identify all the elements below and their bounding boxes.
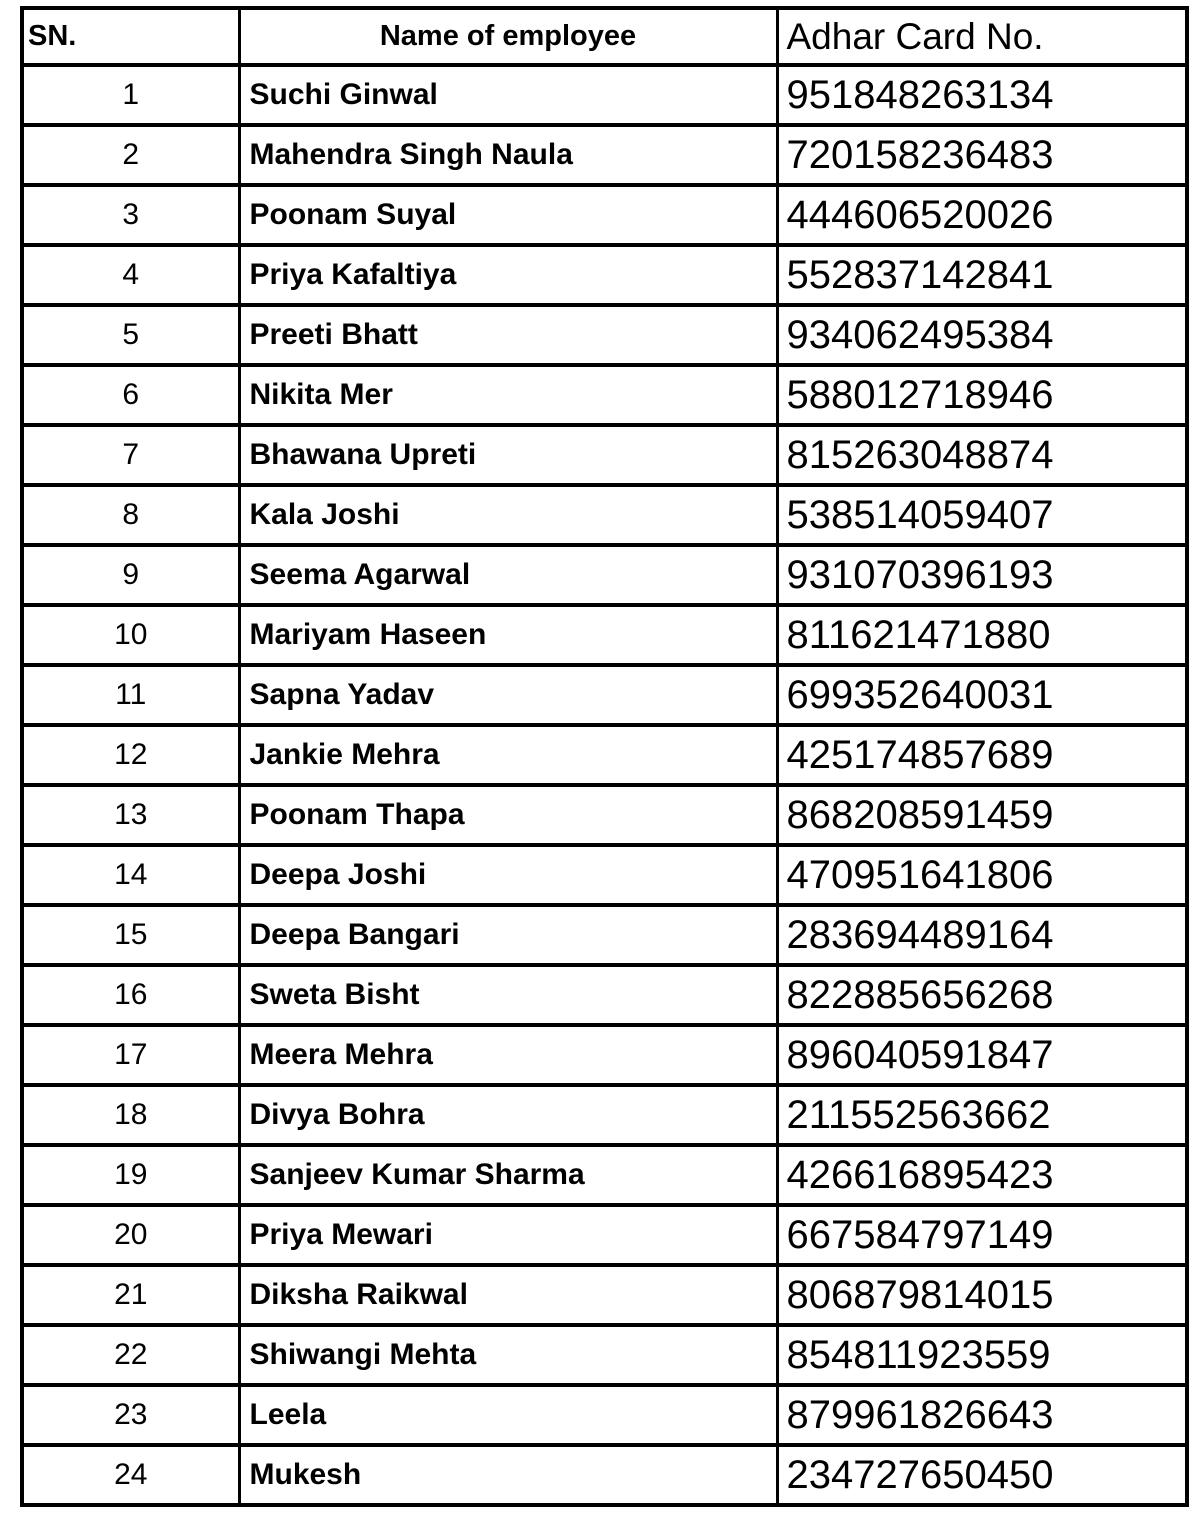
name-cell: Meera Mehra <box>239 1025 777 1085</box>
name-cell: Jankie Mehra <box>239 725 777 785</box>
name-cell: Kala Joshi <box>239 485 777 545</box>
adhar-cell: 934062495384 <box>777 305 1187 365</box>
sn-cell: 20 <box>22 1205 239 1265</box>
column-header-sn: SN. <box>22 8 239 65</box>
adhar-cell: 854811923559 <box>777 1325 1187 1385</box>
table-row <box>22 125 1187 185</box>
name-cell: Divya Bohra <box>239 1085 777 1145</box>
table-header <box>22 8 1187 65</box>
name-cell: Mahendra Singh Naula <box>239 125 777 185</box>
sn-cell: 4 <box>22 245 239 305</box>
adhar-cell: 811621471880 <box>777 605 1187 665</box>
sn-cell: 10 <box>22 605 239 665</box>
table-row <box>22 725 1187 785</box>
sn-cell: 17 <box>22 1025 239 1085</box>
table-row <box>22 1145 1187 1205</box>
table-row <box>22 305 1187 365</box>
adhar-cell: 234727650450 <box>777 1445 1187 1505</box>
sn-cell: 22 <box>22 1325 239 1385</box>
sn-cell: 7 <box>22 425 239 485</box>
table-row <box>22 785 1187 845</box>
name-cell: Leela <box>239 1385 777 1445</box>
adhar-cell: 879961826643 <box>777 1385 1187 1445</box>
sn-cell: 8 <box>22 485 239 545</box>
name-cell: Mariyam Haseen <box>239 605 777 665</box>
sn-cell: 24 <box>22 1445 239 1505</box>
name-cell: Sapna Yadav <box>239 665 777 725</box>
adhar-cell: 444606520026 <box>777 185 1187 245</box>
sn-cell: 14 <box>22 845 239 905</box>
header-row <box>22 8 1187 65</box>
sn-cell: 9 <box>22 545 239 605</box>
table-row <box>22 1205 1187 1265</box>
name-cell: Poonam Suyal <box>239 185 777 245</box>
name-cell: Seema Agarwal <box>239 545 777 605</box>
adhar-cell: 806879814015 <box>777 1265 1187 1325</box>
name-cell: Diksha Raikwal <box>239 1265 777 1325</box>
sn-cell: 6 <box>22 365 239 425</box>
adhar-cell: 822885656268 <box>777 965 1187 1025</box>
adhar-cell: 931070396193 <box>777 545 1187 605</box>
name-cell: Sanjeev Kumar Sharma <box>239 1145 777 1205</box>
name-cell: Preeti Bhatt <box>239 305 777 365</box>
adhar-cell: 552837142841 <box>777 245 1187 305</box>
table-row <box>22 545 1187 605</box>
table-row <box>22 845 1187 905</box>
sn-cell: 2 <box>22 125 239 185</box>
sn-cell: 12 <box>22 725 239 785</box>
adhar-cell: 667584797149 <box>777 1205 1187 1265</box>
name-cell: Deepa Joshi <box>239 845 777 905</box>
table-body <box>22 65 1187 1505</box>
sn-cell: 15 <box>22 905 239 965</box>
column-header-name: Name of employee <box>239 8 777 65</box>
sn-cell: 13 <box>22 785 239 845</box>
table-row <box>22 905 1187 965</box>
sn-cell: 23 <box>22 1385 239 1445</box>
name-cell: Priya Kafaltiya <box>239 245 777 305</box>
table-row <box>22 1325 1187 1385</box>
employee-adhar-table <box>20 6 1189 1507</box>
adhar-cell: 815263048874 <box>777 425 1187 485</box>
table-row <box>22 1445 1187 1505</box>
name-cell: Nikita Mer <box>239 365 777 425</box>
name-cell: Priya Mewari <box>239 1205 777 1265</box>
table-row <box>22 245 1187 305</box>
adhar-cell: 951848263134 <box>777 65 1187 125</box>
name-cell: Sweta Bisht <box>239 965 777 1025</box>
sn-cell: 19 <box>22 1145 239 1205</box>
adhar-cell: 588012718946 <box>777 365 1187 425</box>
adhar-cell: 211552563662 <box>777 1085 1187 1145</box>
table-row <box>22 1025 1187 1085</box>
sn-cell: 3 <box>22 185 239 245</box>
adhar-cell: 283694489164 <box>777 905 1187 965</box>
table-row <box>22 185 1187 245</box>
adhar-cell: 868208591459 <box>777 785 1187 845</box>
table-row <box>22 965 1187 1025</box>
adhar-cell: 470951641806 <box>777 845 1187 905</box>
table-row <box>22 425 1187 485</box>
adhar-cell: 699352640031 <box>777 665 1187 725</box>
adhar-cell: 538514059407 <box>777 485 1187 545</box>
adhar-cell: 425174857689 <box>777 725 1187 785</box>
sn-cell: 1 <box>22 65 239 125</box>
name-cell: Poonam Thapa <box>239 785 777 845</box>
table-row <box>22 365 1187 425</box>
sn-cell: 16 <box>22 965 239 1025</box>
table-row <box>22 485 1187 545</box>
adhar-cell: 720158236483 <box>777 125 1187 185</box>
name-cell: Shiwangi Mehta <box>239 1325 777 1385</box>
sn-cell: 5 <box>22 305 239 365</box>
name-cell: Suchi Ginwal <box>239 65 777 125</box>
table-row <box>22 665 1187 725</box>
adhar-cell: 426616895423 <box>777 1145 1187 1205</box>
name-cell: Deepa Bangari <box>239 905 777 965</box>
name-cell: Bhawana Upreti <box>239 425 777 485</box>
table-row <box>22 1385 1187 1445</box>
table-row <box>22 605 1187 665</box>
sn-cell: 18 <box>22 1085 239 1145</box>
table-row <box>22 65 1187 125</box>
table-row <box>22 1085 1187 1145</box>
column-header-adhar: Adhar Card No. <box>777 8 1187 65</box>
sn-cell: 11 <box>22 665 239 725</box>
sn-cell: 21 <box>22 1265 239 1325</box>
adhar-cell: 896040591847 <box>777 1025 1187 1085</box>
name-cell: Mukesh <box>239 1445 777 1505</box>
table-row <box>22 1265 1187 1325</box>
